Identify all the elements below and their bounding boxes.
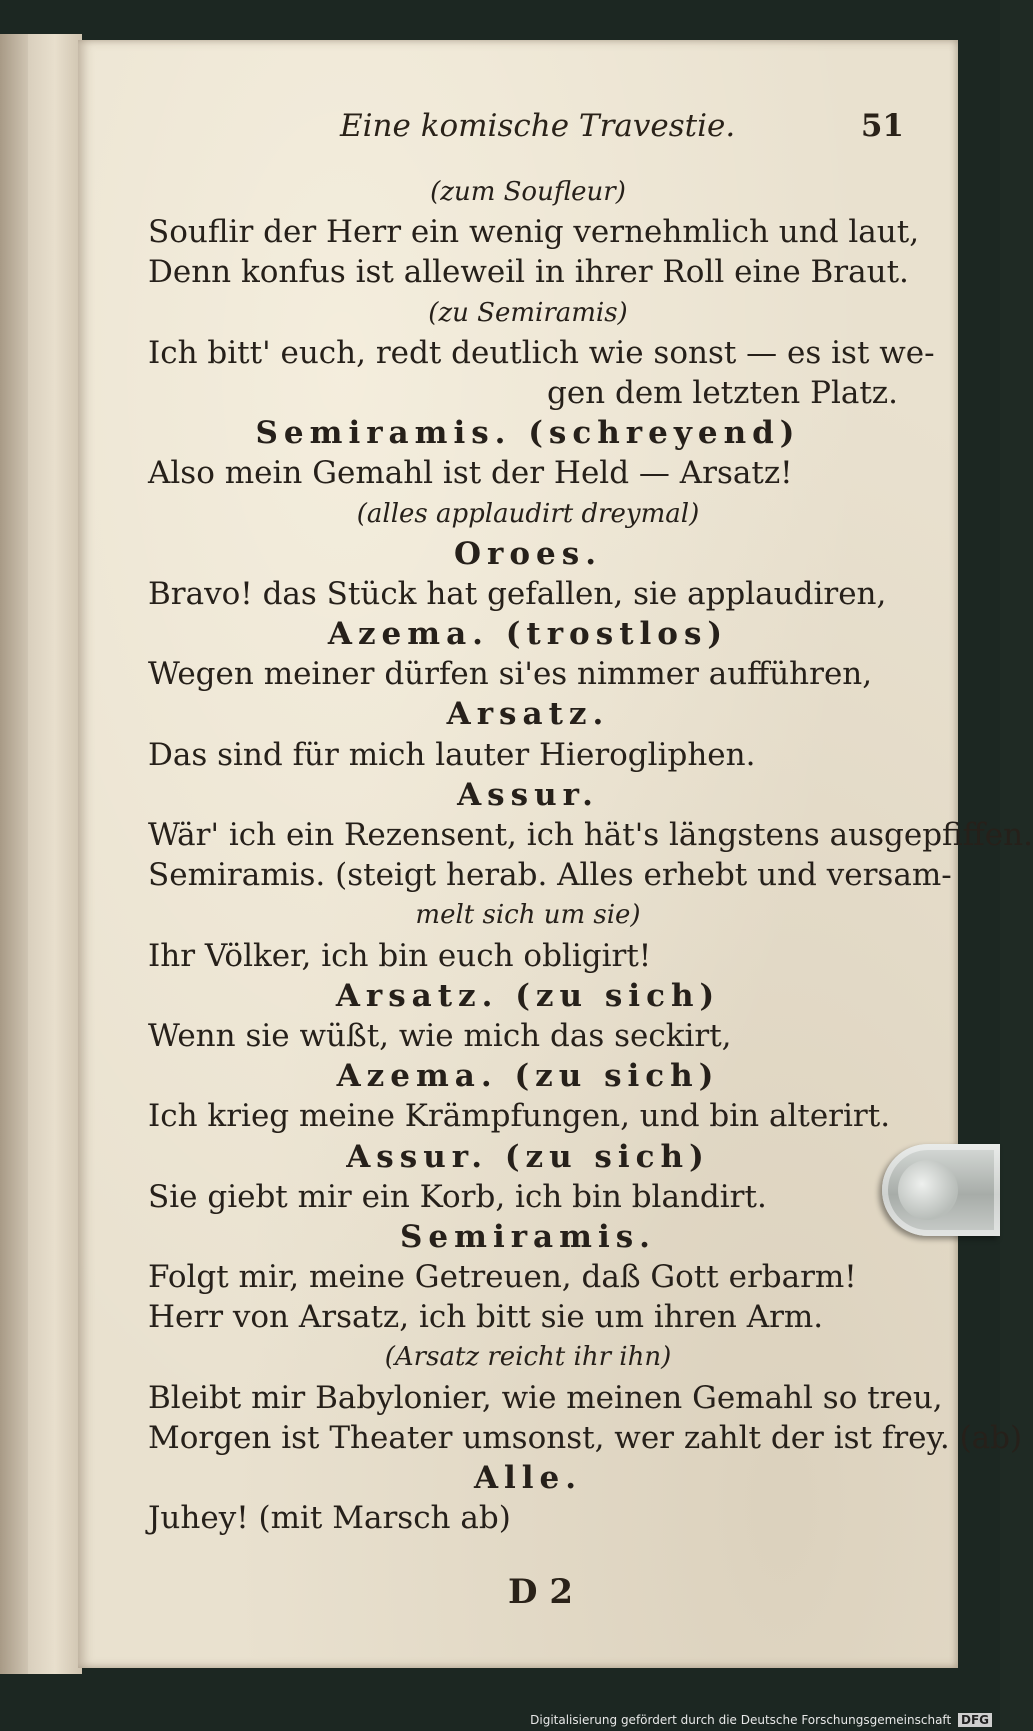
speaker-line: Arsatz. (zu sich): [335, 977, 721, 1014]
page-text: [148, 172, 1033, 1538]
page-clip: [882, 1144, 1000, 1236]
speaker-line: Alle.: [473, 1460, 583, 1496]
verse-line: Herr von Arsatz, ich bitt sie um ihren Arm.: [148, 1299, 824, 1336]
clip-head: [898, 1160, 958, 1220]
digitization-footer: [530, 1713, 992, 1727]
verse-line: Juhey! (mit Marsch ab): [148, 1500, 511, 1537]
verse-line: Bravo! das Stück hat gefallen, sie applaudiren,: [148, 575, 887, 612]
dfg-badge: DFG: [958, 1713, 992, 1727]
verse-line: Wär' ich ein Rezensent, ich hät's längstens ausgepfiffen.: [148, 817, 1033, 853]
verse-line: gen dem letzten Platz.: [546, 374, 898, 411]
speaker-line: Azema. (zu sich): [336, 1058, 720, 1095]
speaker-line: Semiramis.: [400, 1218, 656, 1255]
verse-line: Morgen ist Theater umsonst, wer zahlt der ist frey. (ab): [148, 1419, 1023, 1456]
verse-line: Also mein Gemahl ist der Held — Arsatz!: [148, 455, 793, 492]
verse-line: Sie giebt mir ein Korb, ich bin blandirt.: [148, 1178, 767, 1215]
verse-line: Ich bitt' euch, redt deutlich wie sonst — es ist we-: [148, 334, 935, 371]
speaker-line: Oroes.: [454, 535, 602, 572]
verse-line: Denn konfus ist alleweil in ihrer Roll eine Braut.: [148, 254, 909, 291]
verse-line: Souflir der Herr ein wenig vernehmlich und laut,: [148, 214, 920, 251]
speaker-line: Arsatz.: [446, 696, 610, 733]
running-header: Eine komische Travestie.: [340, 108, 736, 144]
stage-direction: (zu Semiramis): [428, 297, 628, 328]
stage-direction: melt sich um sie): [415, 900, 641, 931]
footer-credit: Digitalisierung gefördert durch die Deutsche Forschungsgemeinschaft: [530, 1713, 952, 1727]
speaker-line: Assur. (zu sich): [346, 1138, 710, 1175]
signature-mark: D 2: [508, 1572, 573, 1612]
speaker-line: Azema. (trostlos): [327, 616, 729, 653]
verse-line: Wenn sie wüßt, wie mich das seckirt,: [148, 1017, 732, 1054]
stage-direction: (zum Soufleur): [430, 177, 626, 207]
verse-line: Das sind für mich lauter Hierogliphen.: [148, 736, 756, 773]
speaker-line: Semiramis. (schreyend): [255, 415, 801, 452]
verse-line: Ihr Völker, ich bin euch obligirt!: [148, 937, 652, 974]
verse-line: Folgt mir, meine Getreuen, daß Gott erbarm!: [148, 1259, 857, 1296]
verse-line: Wegen meiner dürfen si'es nimmer aufführen,: [148, 656, 873, 693]
speaker-line: Assur.: [457, 776, 599, 813]
verse-line: Semiramis. (steigt herab. Alles erhebt und versam-: [148, 857, 952, 894]
stage-direction: (alles applaudirt dreymal): [356, 498, 700, 529]
verse-line: Ich krieg meine Krämpfungen, und bin alterirt.: [148, 1098, 891, 1135]
stage-direction: (Arsatz reicht ihr ihn): [384, 1342, 672, 1373]
page-number: 51: [860, 108, 904, 144]
book-gutter: [28, 34, 82, 1674]
verse-line: Bleibt mir Babylonier, wie meinen Gemahl so treu,: [148, 1379, 943, 1416]
